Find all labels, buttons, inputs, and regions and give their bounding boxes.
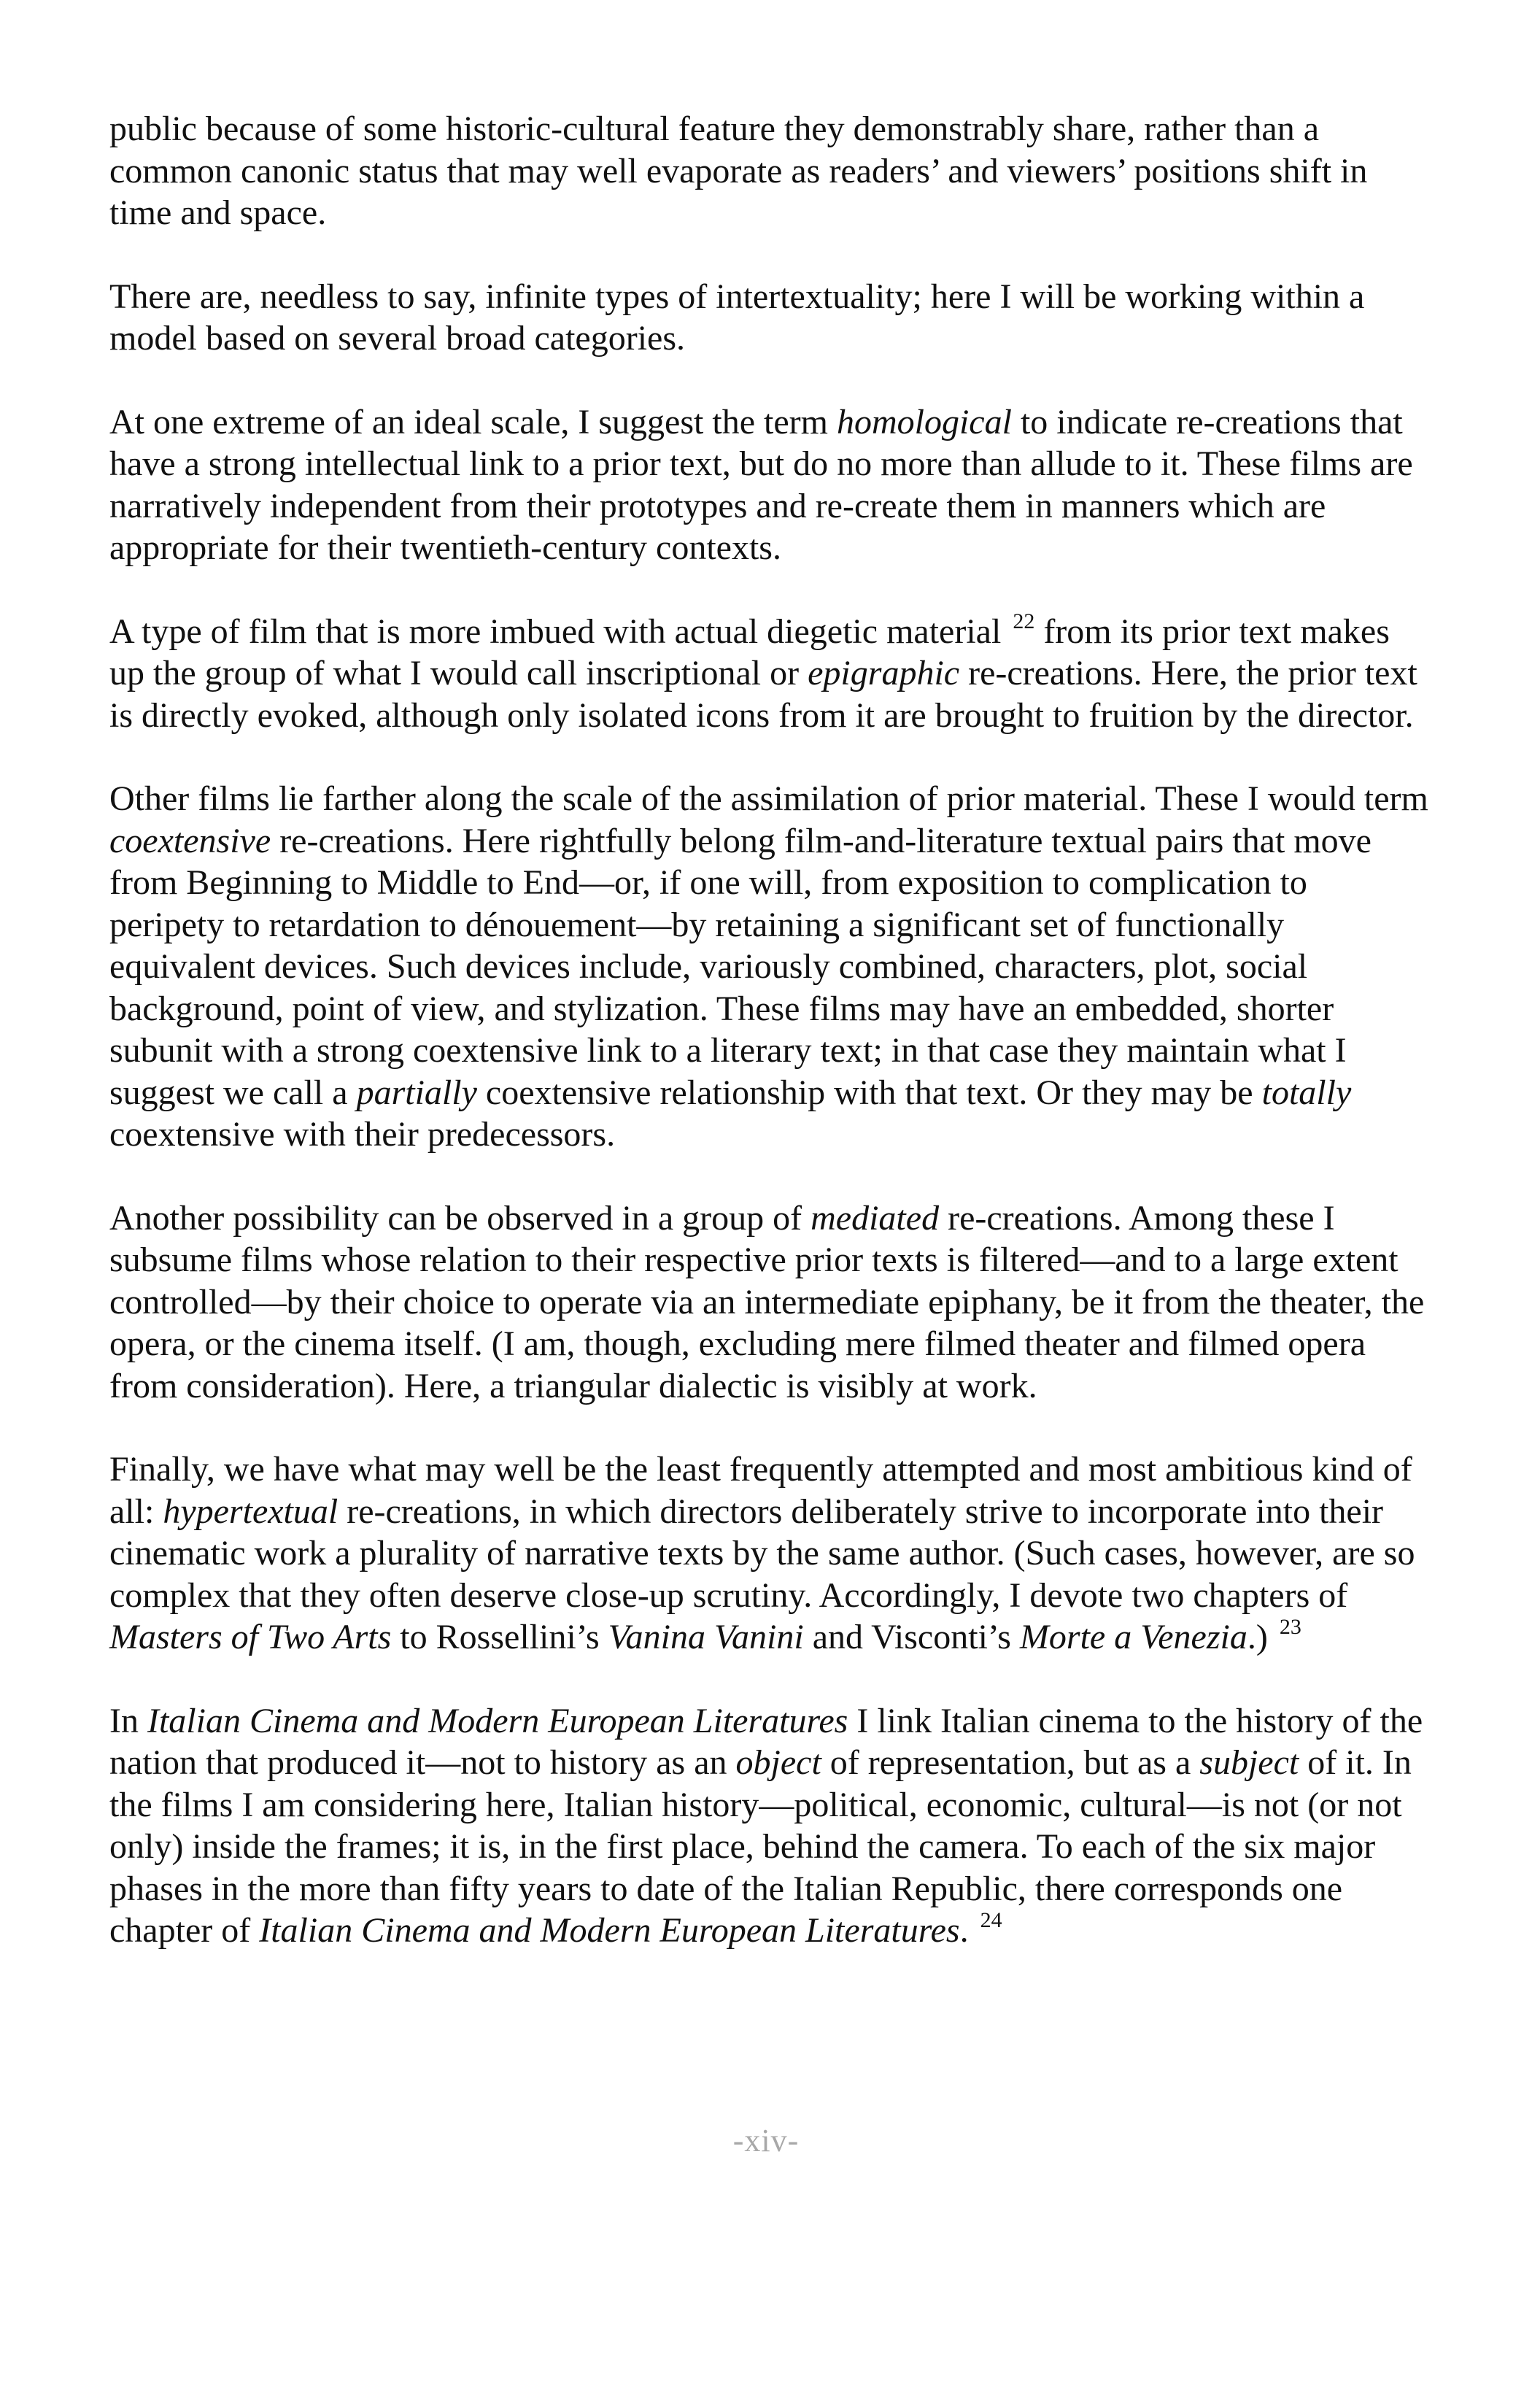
text-run: A type of film that is more imbued with actual diegetic material (109, 611, 1010, 651)
text-run: re-creations. Here rightfully belong film-and-literature textual pairs that move from Beginning to Middle to End—or, if one will, from exposition to complication to peripety to retardation to dénouement—by retaining a significant set of functionally equivalent devices. Such devices include, variously combined, characters, plot, social background, point of view, and stylization. These films may have an embedded, shorter subunit with a strong coextensive link to a literary text; in that case they maintain what I suggest we call a (109, 821, 1372, 1112)
paragraph-p7 (109, 1448, 1430, 1659)
italic-text: Morte a Venezia (1019, 1618, 1247, 1656)
text-run: . (959, 1911, 978, 1950)
paragraph-p2 (109, 276, 1430, 360)
text-run: re-creations. Here, the prior text is directly evoked, although only isolated icons from it are brought to fruition by the director. (109, 654, 1417, 735)
italic-text: object (735, 1743, 821, 1782)
footnote-ref: 23 (1279, 1615, 1301, 1639)
italic-text: coextensive (109, 821, 271, 860)
italic-text: homological (836, 402, 1012, 441)
footnote-ref: 22 (1013, 609, 1035, 633)
text-run: to Rossellini’s (391, 1618, 608, 1656)
text-run: coextensive with their predecessors. (109, 1115, 616, 1154)
text-run: coextensive relationship with that text. Or they may be (476, 1073, 1262, 1112)
text-run: re-creations, in which directors deliberately strive to incorporate into their cinematic work a plurality of narrative texts by the same author. (Such cases, however, are so complex that they often deserve close-up scrutiny. Accordingly, I devote two chapters of (109, 1492, 1415, 1615)
text-run: and Visconti’s (803, 1618, 1020, 1656)
text-run: Finally, we have what may well be the least frequently attempted and most ambitious kind of all: (109, 1450, 1412, 1531)
italic-text: hypertextual (163, 1492, 338, 1531)
page-body (109, 108, 1430, 1994)
paragraph-p8 (109, 1700, 1430, 1952)
text-run: There are, needless to say, infinite types of intertextuality; here I will be working within a model based on several broad categories. (109, 277, 1365, 358)
italic-text: Italian Cinema and Modern European Literatures (147, 1701, 848, 1740)
italic-text: Vanina Vanini (608, 1618, 804, 1656)
paragraph-p6 (109, 1197, 1430, 1408)
paragraph-p5 (109, 778, 1430, 1156)
text-run: re-creations. Among these I subsume films whose relation to their respective prior texts is filtered—and to a large extent controlled—by their choice to operate via an intermediate epiphany, be it from the theater, the opera, or the cinema itself. (I am, though, excluding mere filmed theater and filmed opera from consideration). Here, a triangular dialectic is visibly at work. (109, 1198, 1425, 1405)
paragraph-p1 (109, 108, 1430, 234)
italic-text: epigraphic (808, 654, 960, 692)
paragraph-p4 (109, 611, 1430, 737)
page-number: -xiv- (732, 2123, 800, 2158)
text-run: At one extreme of an ideal scale, I suggest the term (109, 402, 837, 441)
text-run: I link Italian cinema to the history of the nation that produced it—not to history as an (109, 1701, 1423, 1782)
paragraph-list (109, 108, 1430, 1952)
text-run: of it. In the films I am considering here, Italian history—political, economic, cultural—is not (or not only) inside the frames; it is, in the first place, behind the camera. To each of the six major phases in the more than fifty years to date of the Italian Republic, there corresponds one chapter of (109, 1743, 1412, 1950)
italic-text: Masters of Two Arts (109, 1618, 392, 1656)
italic-text: totally (1261, 1073, 1352, 1112)
italic-text: mediated (811, 1198, 940, 1238)
text-run: Another possibility can be observed in a group of (109, 1198, 811, 1238)
text-run: In (109, 1701, 147, 1740)
text-run: from its prior text makes up the group of what I would call inscriptional or (109, 611, 1390, 692)
italic-text: Italian Cinema and Modern European Literatures (259, 1911, 960, 1950)
text-run: of representation, but as a (821, 1743, 1200, 1782)
italic-text: partially (356, 1073, 477, 1112)
text-run: .) (1247, 1618, 1277, 1656)
text-run: to indicate re-creations that have a strong intellectual link to a prior text, but do no more than allude to it. These films are narratively independent from their prototypes and re-create them in manners which are appropriate for their twentieth-century contexts. (109, 402, 1413, 567)
paragraph-p3 (109, 401, 1430, 569)
italic-text: subject (1199, 1743, 1299, 1782)
text-run: Other films lie farther along the scale of the assimilation of prior material. These I would term (109, 779, 1428, 818)
footnote-ref: 24 (980, 1908, 1002, 1932)
text-run: public because of some historic-cultural feature they demonstrably share, rather than a common canonic status that may well evaporate as readers’ and viewers’ positions shift in time and space. (109, 109, 1368, 232)
